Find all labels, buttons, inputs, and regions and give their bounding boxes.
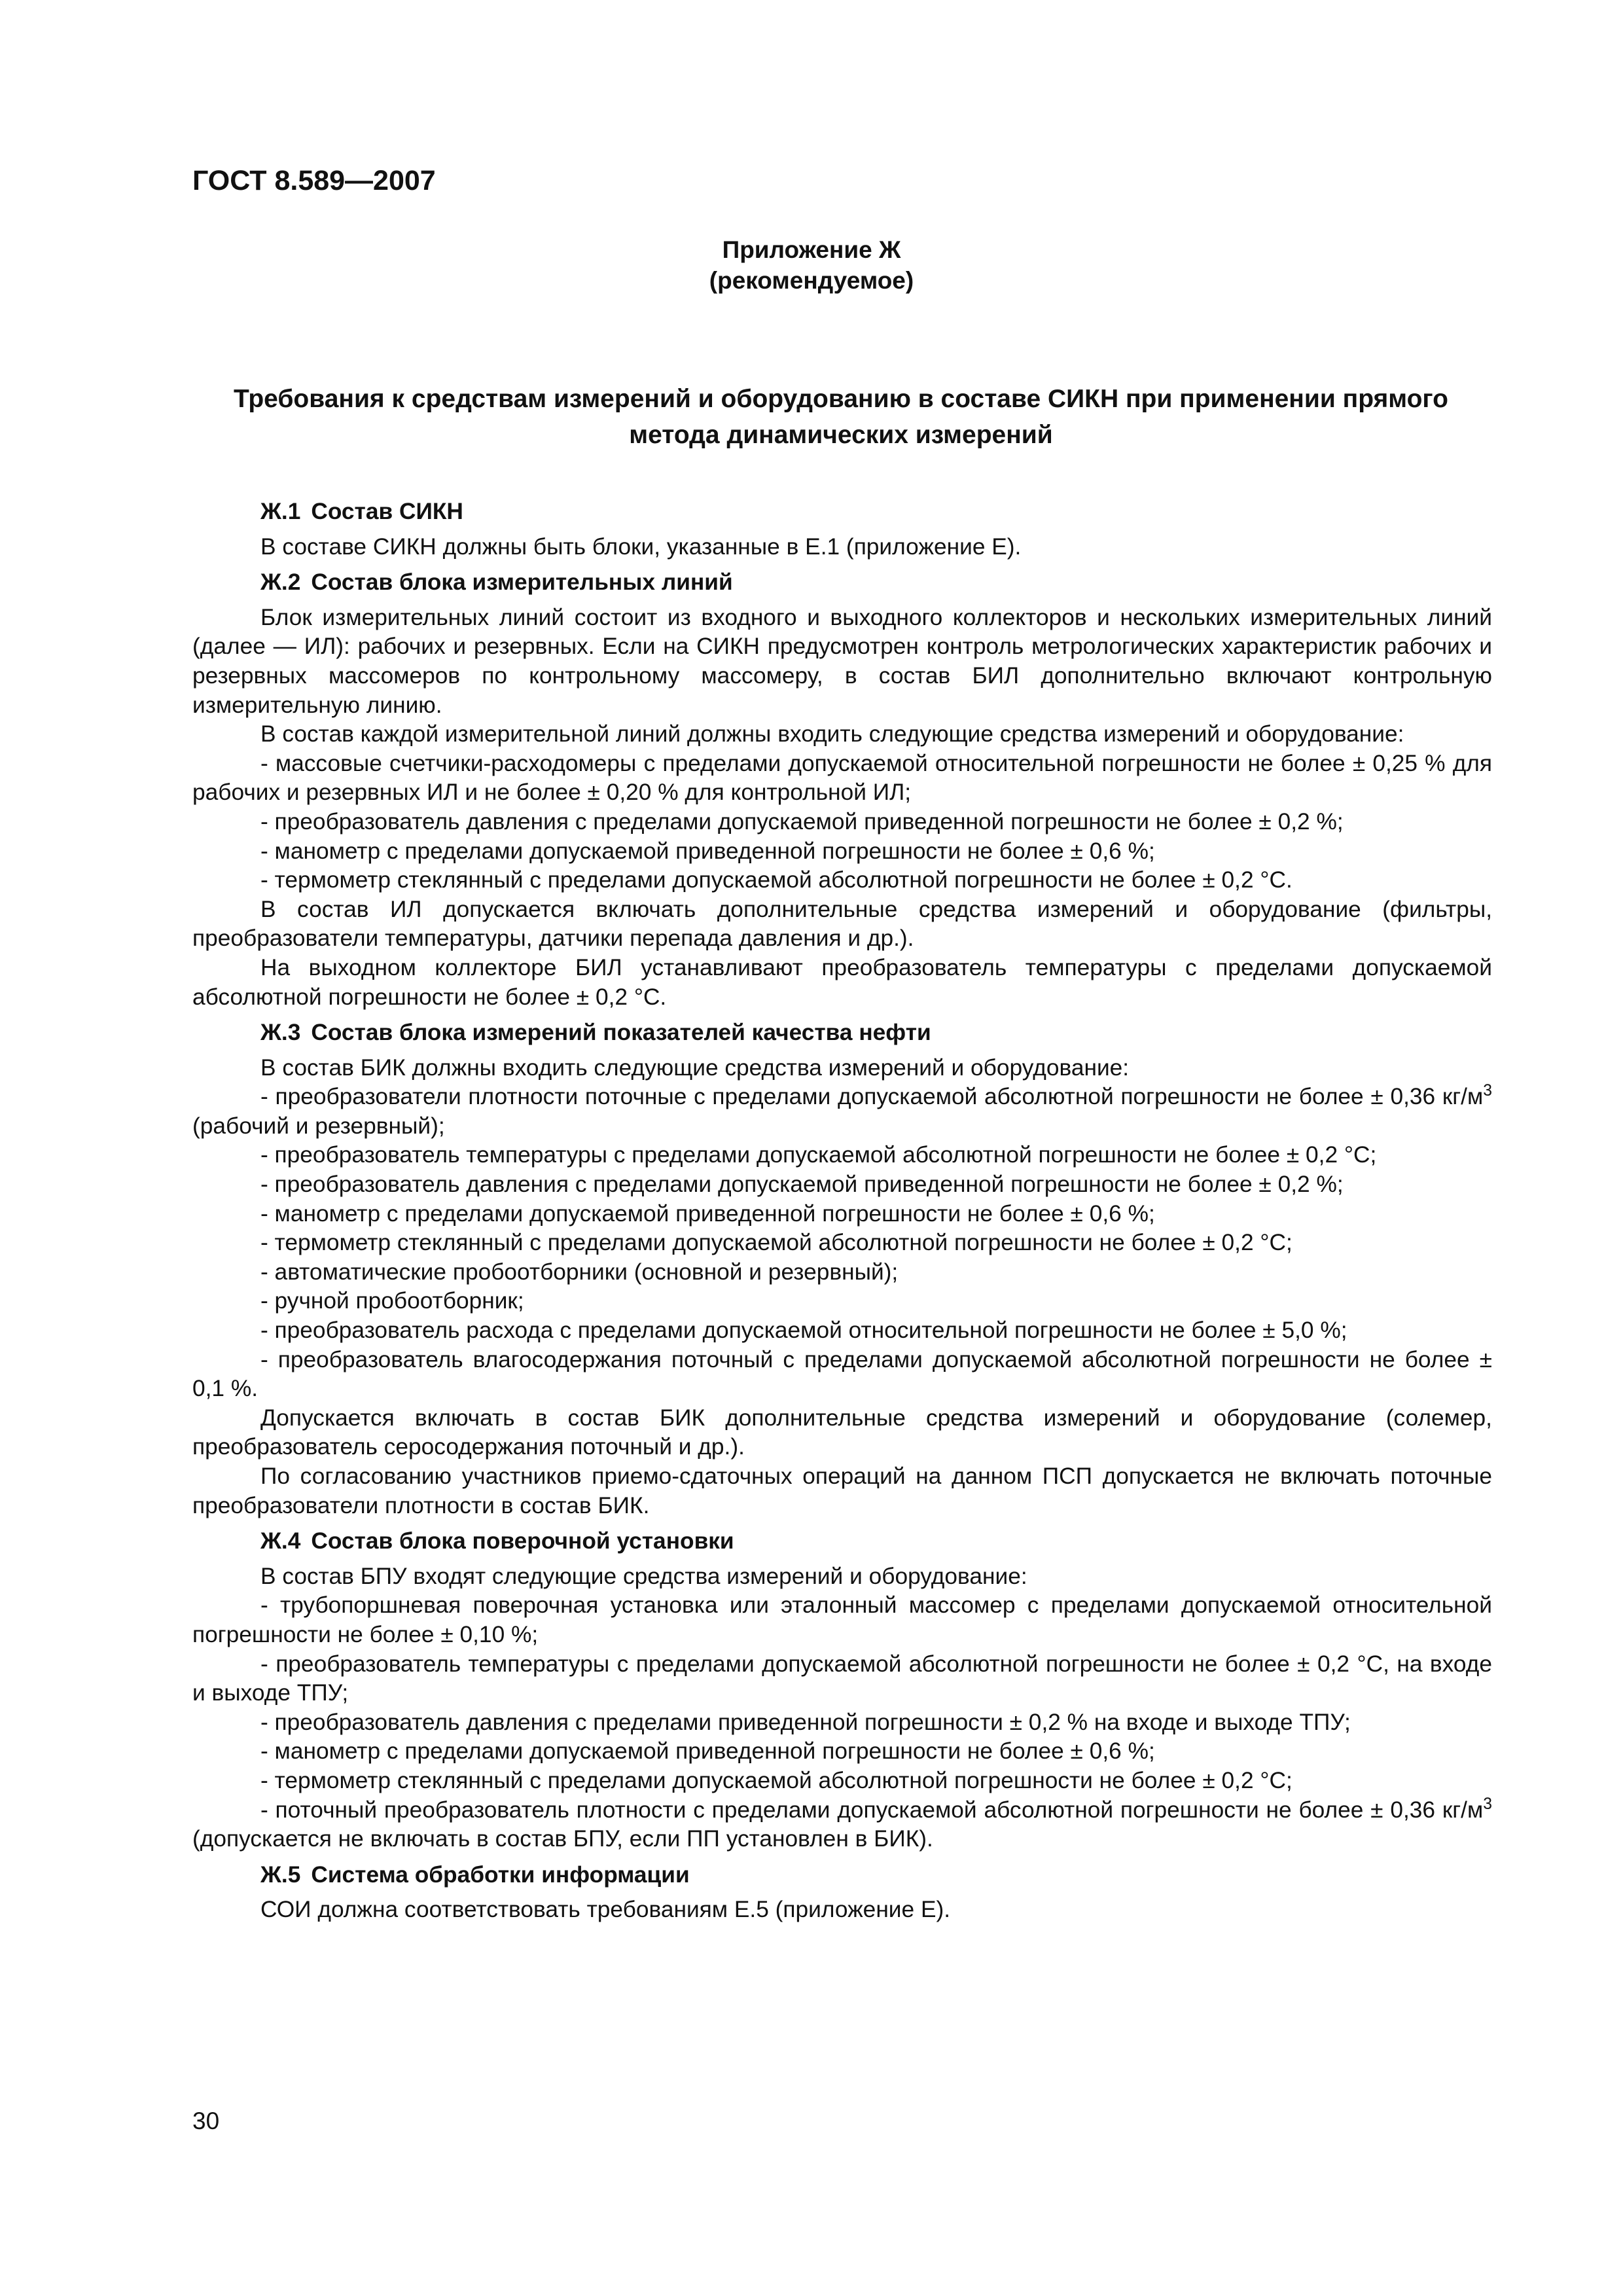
paragraph: В состав БИК должны входить следующие средства измерений и оборудование: (260, 1054, 1130, 1081)
section-number: Ж.2 (260, 569, 301, 596)
list-item: - преобразователь температуры с пределами допускаемой абсолютной погрешности не более ± 0,2 °С; (260, 1142, 1377, 1168)
section-heading-4 (192, 1527, 1492, 1556)
list-item: - преобразователь давления с пределами допускаемой приведенной погрешности не более ± 0,2 %; (260, 808, 1344, 834)
list-item: - термометр стеклянный с пределами допускаемой абсолютной погрешности не более ± 0,2 °С. (260, 867, 1293, 893)
list-item: - автоматические пробоотборники (основной и резервный); (260, 1259, 899, 1285)
list-item: - преобразователь давления с пределами приведенной погрешности ± 0,2 % на входе и выходе ТПУ; (260, 1709, 1351, 1735)
text-part: (рабочий и резервный); (192, 1113, 445, 1139)
list-item: - термометр стеклянный с пределами допускаемой абсолютной погрешности не более ± 0,2 °С; (260, 1767, 1293, 1793)
section-heading-2 (192, 568, 1492, 598)
list-item: - преобразователь расхода с пределами допускаемой относительной погрешности не более ± 5,0 %; (260, 1318, 1347, 1344)
page-number: 30 (192, 2108, 220, 2134)
text-part: - преобразователи плотности поточные с пределами допускаемой абсолютной погрешности не более ± 0,36 кг/м (260, 1084, 1484, 1110)
section-number: Ж.1 (260, 499, 301, 524)
paragraph: В состав ИЛ допускается включать дополнительные средства измерений и оборудование (фильтры, преобразователи температуры, датчики перепада давления и др.). (192, 896, 1492, 952)
paragraph: Допускается включать в состав БИК дополнительные средства измерений и оборудование (солемер, преобразователь серосодержания поточный и др.). (192, 1405, 1492, 1460)
paragraph: В состав БПУ входят следующие средства измерений и оборудование: (260, 1563, 1027, 1589)
section-number: Ж.3 (260, 1020, 301, 1046)
section-title: Состав блока измерений показателей качества нефти (311, 1020, 931, 1046)
section-title: Состав блока поверочной установки (311, 1528, 734, 1554)
section-heading-5 (192, 1861, 1492, 1890)
list-item: - манометр с пределами допускаемой приведенной погрешности не более ± 0,6 %; (260, 838, 1155, 864)
paragraph: По согласованию участников приемо-сдаточных операций на данном ПСП допускается не включать поточные преобразователи плотности в состав БИК. (192, 1463, 1492, 1518)
paragraph: В состав каждой измерительной линий должны входить следующие средства измерений и оборудование: (260, 721, 1404, 747)
list-item: - манометр с пределами допускаемой приведенной погрешности не более ± 0,6 %; (260, 1200, 1155, 1227)
text-part: (допускается не включать в состав БПУ, если ПП установлен в БИК). (192, 1826, 933, 1852)
section-number: Ж.4 (260, 1528, 301, 1554)
document-title: Требования к средствам измерений и оборудованию в составе СИКН при применении прямого метода динамических измерений (234, 385, 1448, 449)
list-item: - трубопоршневая поверочная установка или эталонный массомер с пределами допускаемой относительной погрешности не более ± 0,10 %; (192, 1592, 1492, 1647)
section-number: Ж.5 (260, 1861, 301, 1888)
appendix-status: (рекомендуемое) (709, 267, 914, 294)
paragraph: На выходном коллекторе БИЛ устанавливают преобразователь температуры с пределами допускаемой абсолютной погрешности не более ± 0,2 °С. (192, 954, 1492, 1010)
section-title: Состав блока измерительных линий (311, 569, 733, 596)
list-item (192, 1083, 1492, 1141)
list-item: - термометр стеклянный с пределами допускаемой абсолютной погрешности не более ± 0,2 °С; (260, 1230, 1293, 1256)
list-item: - ручной пробоотборник; (260, 1288, 524, 1314)
text-part: - поточный преобразователь плотности с пределами допускаемой абсолютной погрешности не более ± 0,36 кг/м (260, 1797, 1484, 1823)
paragraph: Блок измерительных линий состоит из входного и выходного коллекторов и нескольких измерительных линий (далее — ИЛ): рабочих и резервных. Если на СИКН предусмотрен контроль метрологических характеристик рабочих и резервных массомеров по контрольному массомеру, в состав БИЛ дополнительно включают контрольную измерительную линию. (192, 604, 1492, 718)
list-item: - преобразователь влагосодержания поточный с пределами допускаемой абсолютной погрешности не более ± 0,1 %. (192, 1346, 1492, 1402)
section-heading-3 (192, 1018, 1492, 1048)
superscript: 3 (1483, 1795, 1492, 1813)
list-item (192, 1796, 1492, 1854)
section-title: Состав СИКН (311, 499, 463, 524)
paragraph: СОИ должна соответствовать требованиям Е.5 (приложение Е). (260, 1897, 951, 1923)
list-item: - манометр с пределами допускаемой приведенной погрешности не более ± 0,6 %; (260, 1738, 1155, 1765)
appendix-label: Приложение Ж (722, 236, 901, 263)
list-item: - преобразователь давления с пределами допускаемой приведенной погрешности не более ± 0,2 %; (260, 1172, 1344, 1198)
paragraph: В составе СИКН должны быть блоки, указанные в Е.1 (приложение Е). (260, 533, 1022, 560)
document-body (192, 497, 1492, 1925)
appendix-heading (0, 234, 1623, 296)
superscript: 3 (1483, 1082, 1492, 1100)
standard-code: ГОСТ 8.589—2007 (192, 165, 436, 196)
list-item: - преобразователь температуры с пределами допускаемой абсолютной погрешности не более ± 0,2 °С, на входе и выходе ТПУ; (192, 1651, 1492, 1706)
list-item: - массовые счетчики-расходомеры с пределами допускаемой относительной погрешности не более ± 0,25 % для рабочих и резервных ИЛ и не более ± 0,20 % для контрольной ИЛ; (192, 750, 1492, 806)
section-heading-1 (192, 497, 1492, 527)
section-title: Система обработки информации (311, 1861, 690, 1888)
